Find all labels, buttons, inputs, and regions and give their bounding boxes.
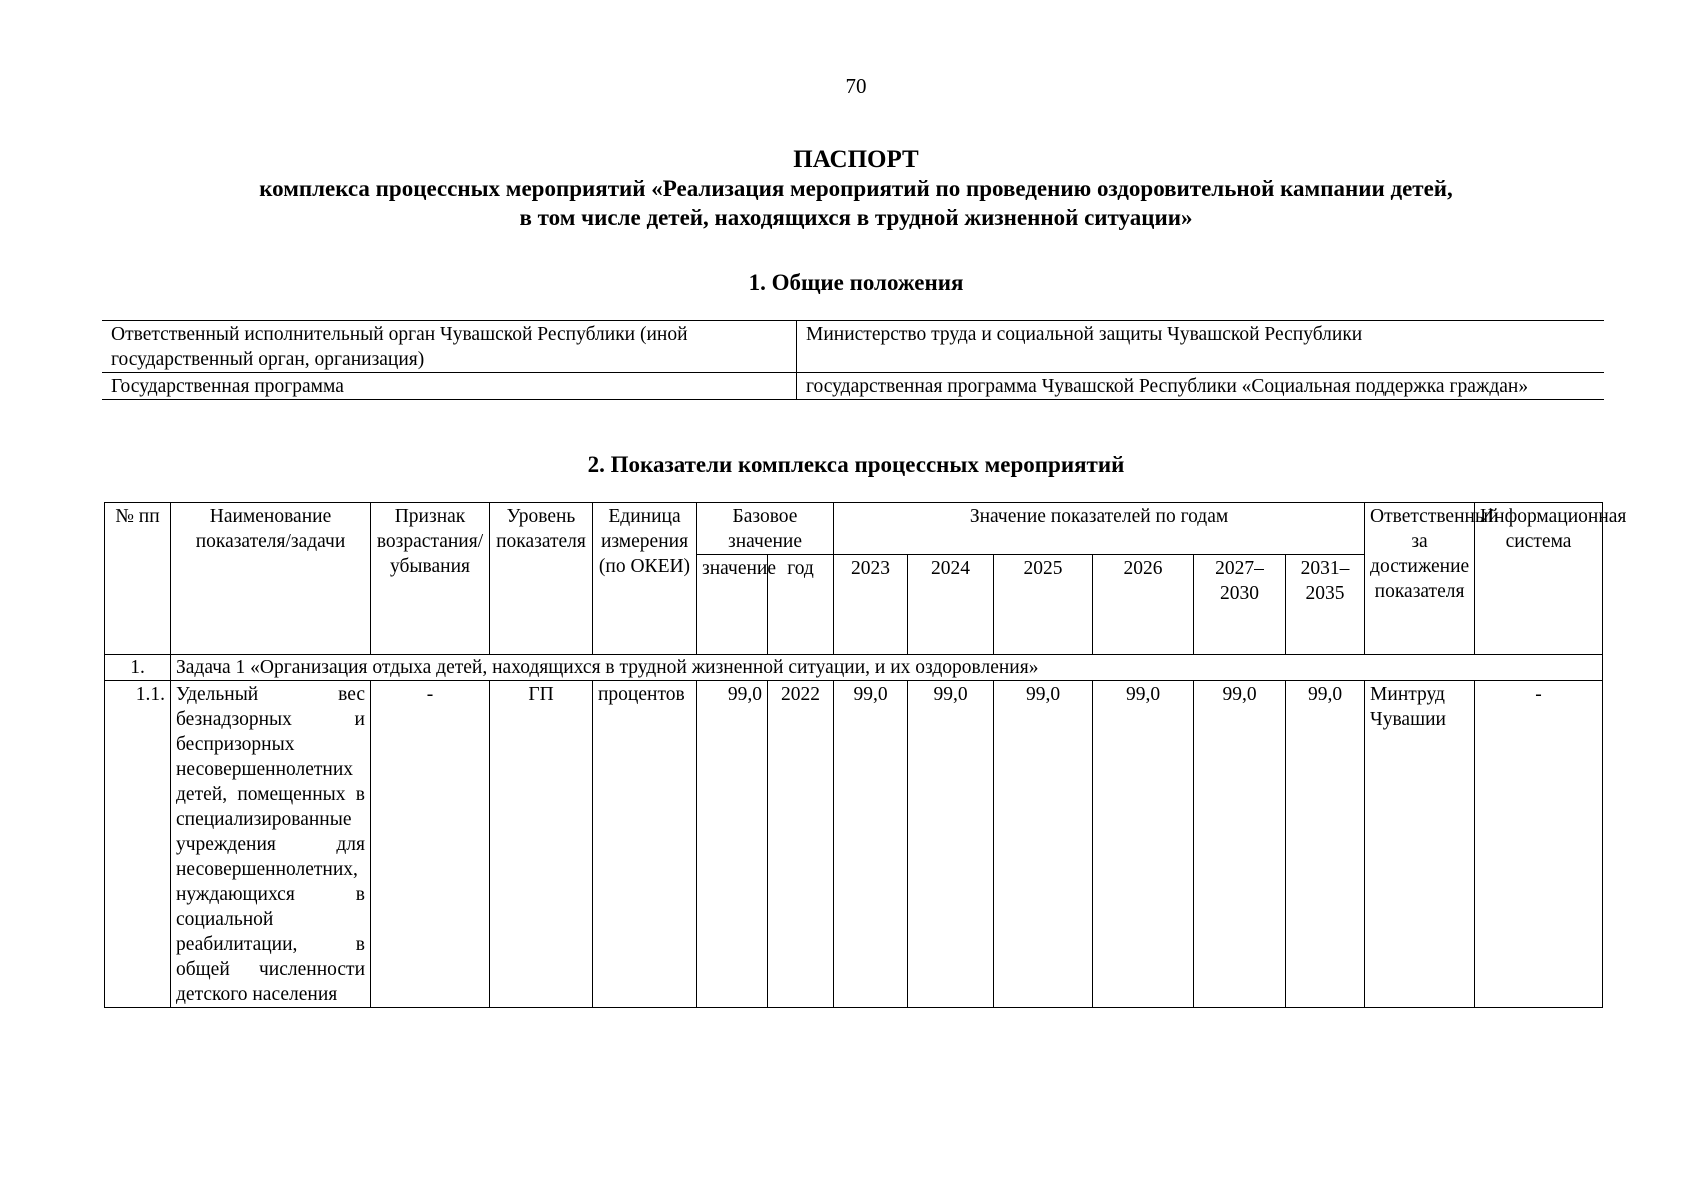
task-num: 1. — [105, 655, 171, 681]
header-year-2025: 2025 — [994, 555, 1093, 655]
header-info-system: Информационная система — [1475, 503, 1603, 655]
page-number: 70 — [845, 74, 867, 98]
task-row — [105, 655, 1603, 681]
indicator-value-2031-2035: 99,0 — [1286, 681, 1365, 1008]
indicator-base-year: 2022 — [768, 681, 834, 1008]
responsible-body-value: Министерство труда и социальной защиты Чувашской Республики — [797, 321, 1605, 373]
header-year-2023: 2023 — [834, 555, 908, 655]
indicator-sign: - — [371, 681, 490, 1008]
header-base: Базовое значение — [697, 503, 834, 555]
indicator-row — [105, 681, 1603, 1008]
header-year-2031-2035: 2031–2035 — [1286, 555, 1365, 655]
indicator-value-2023: 99,0 — [834, 681, 908, 1008]
indicator-value-2024: 99,0 — [908, 681, 994, 1008]
header-year-2024: 2024 — [908, 555, 994, 655]
header-year-2027-2030: 2027–2030 — [1194, 555, 1286, 655]
indicator-responsible: Минтруд Чувашии — [1365, 681, 1475, 1008]
passport-title — [100, 145, 1612, 232]
header-base-value: значение — [697, 555, 768, 655]
section-2-heading: 2. Показатели комплекса процессных мероприятий — [587, 452, 1125, 477]
indicator-value-2027-2030: 99,0 — [1194, 681, 1286, 1008]
state-program-value: государственная программа Чувашской Республики «Социальная поддержка граждан» — [797, 373, 1605, 400]
indicator-base-value: 99,0 — [697, 681, 768, 1008]
indicator-value-2025: 99,0 — [994, 681, 1093, 1008]
header-name: Наименование показателя/задачи — [171, 503, 371, 655]
indicator-level: ГП — [490, 681, 593, 1008]
indicator-num: 1.1. — [105, 681, 171, 1008]
title-main: ПАСПОРТ — [793, 146, 919, 173]
state-program-label: Государственная программа — [102, 373, 797, 400]
header-num: № пп — [105, 503, 171, 655]
table-row — [102, 321, 1604, 373]
responsible-body-label: Ответственный исполнительный орган Чувашской Республики (иной государственный орган, организация) — [102, 321, 797, 373]
title-line-2: в том числе детей, находящихся в трудной жизненной ситуации» — [519, 205, 1193, 230]
header-sign: Признак возрастания/убывания — [371, 503, 490, 655]
general-provisions-table — [102, 320, 1604, 400]
indicator-info-system: - — [1475, 681, 1603, 1008]
indicator-value-2026: 99,0 — [1093, 681, 1194, 1008]
indicator-unit: процентов — [593, 681, 697, 1008]
header-years-group: Значение показателей по годам — [834, 503, 1365, 555]
indicator-name: Удельный вес безнадзорных и беспризорных несовершеннолетних детей, помещенных в специализированные учреждения для несовершеннолетних, нуждающихся в социальной реабилитации, в общей численности детского населения — [171, 681, 371, 1008]
header-base-year: год — [768, 555, 834, 655]
section-1-heading: 1. Общие положения — [748, 270, 964, 295]
indicators-table — [104, 502, 1627, 1008]
header-year-2026: 2026 — [1093, 555, 1194, 655]
header-row-1 — [105, 503, 1603, 555]
table-row — [102, 373, 1604, 400]
title-line-1: комплекса процессных мероприятий «Реализация мероприятий по проведению оздоровительной кампании детей, — [259, 176, 1453, 201]
header-responsible: Ответственный за достижение показателя — [1365, 503, 1475, 655]
header-unit: Единица измерения (по ОКЕИ) — [593, 503, 697, 655]
header-level: Уровень показателя — [490, 503, 593, 655]
task-text: Задача 1 «Организация отдыха детей, находящихся в трудной жизненной ситуации, и их оздоровления» — [171, 655, 1603, 681]
